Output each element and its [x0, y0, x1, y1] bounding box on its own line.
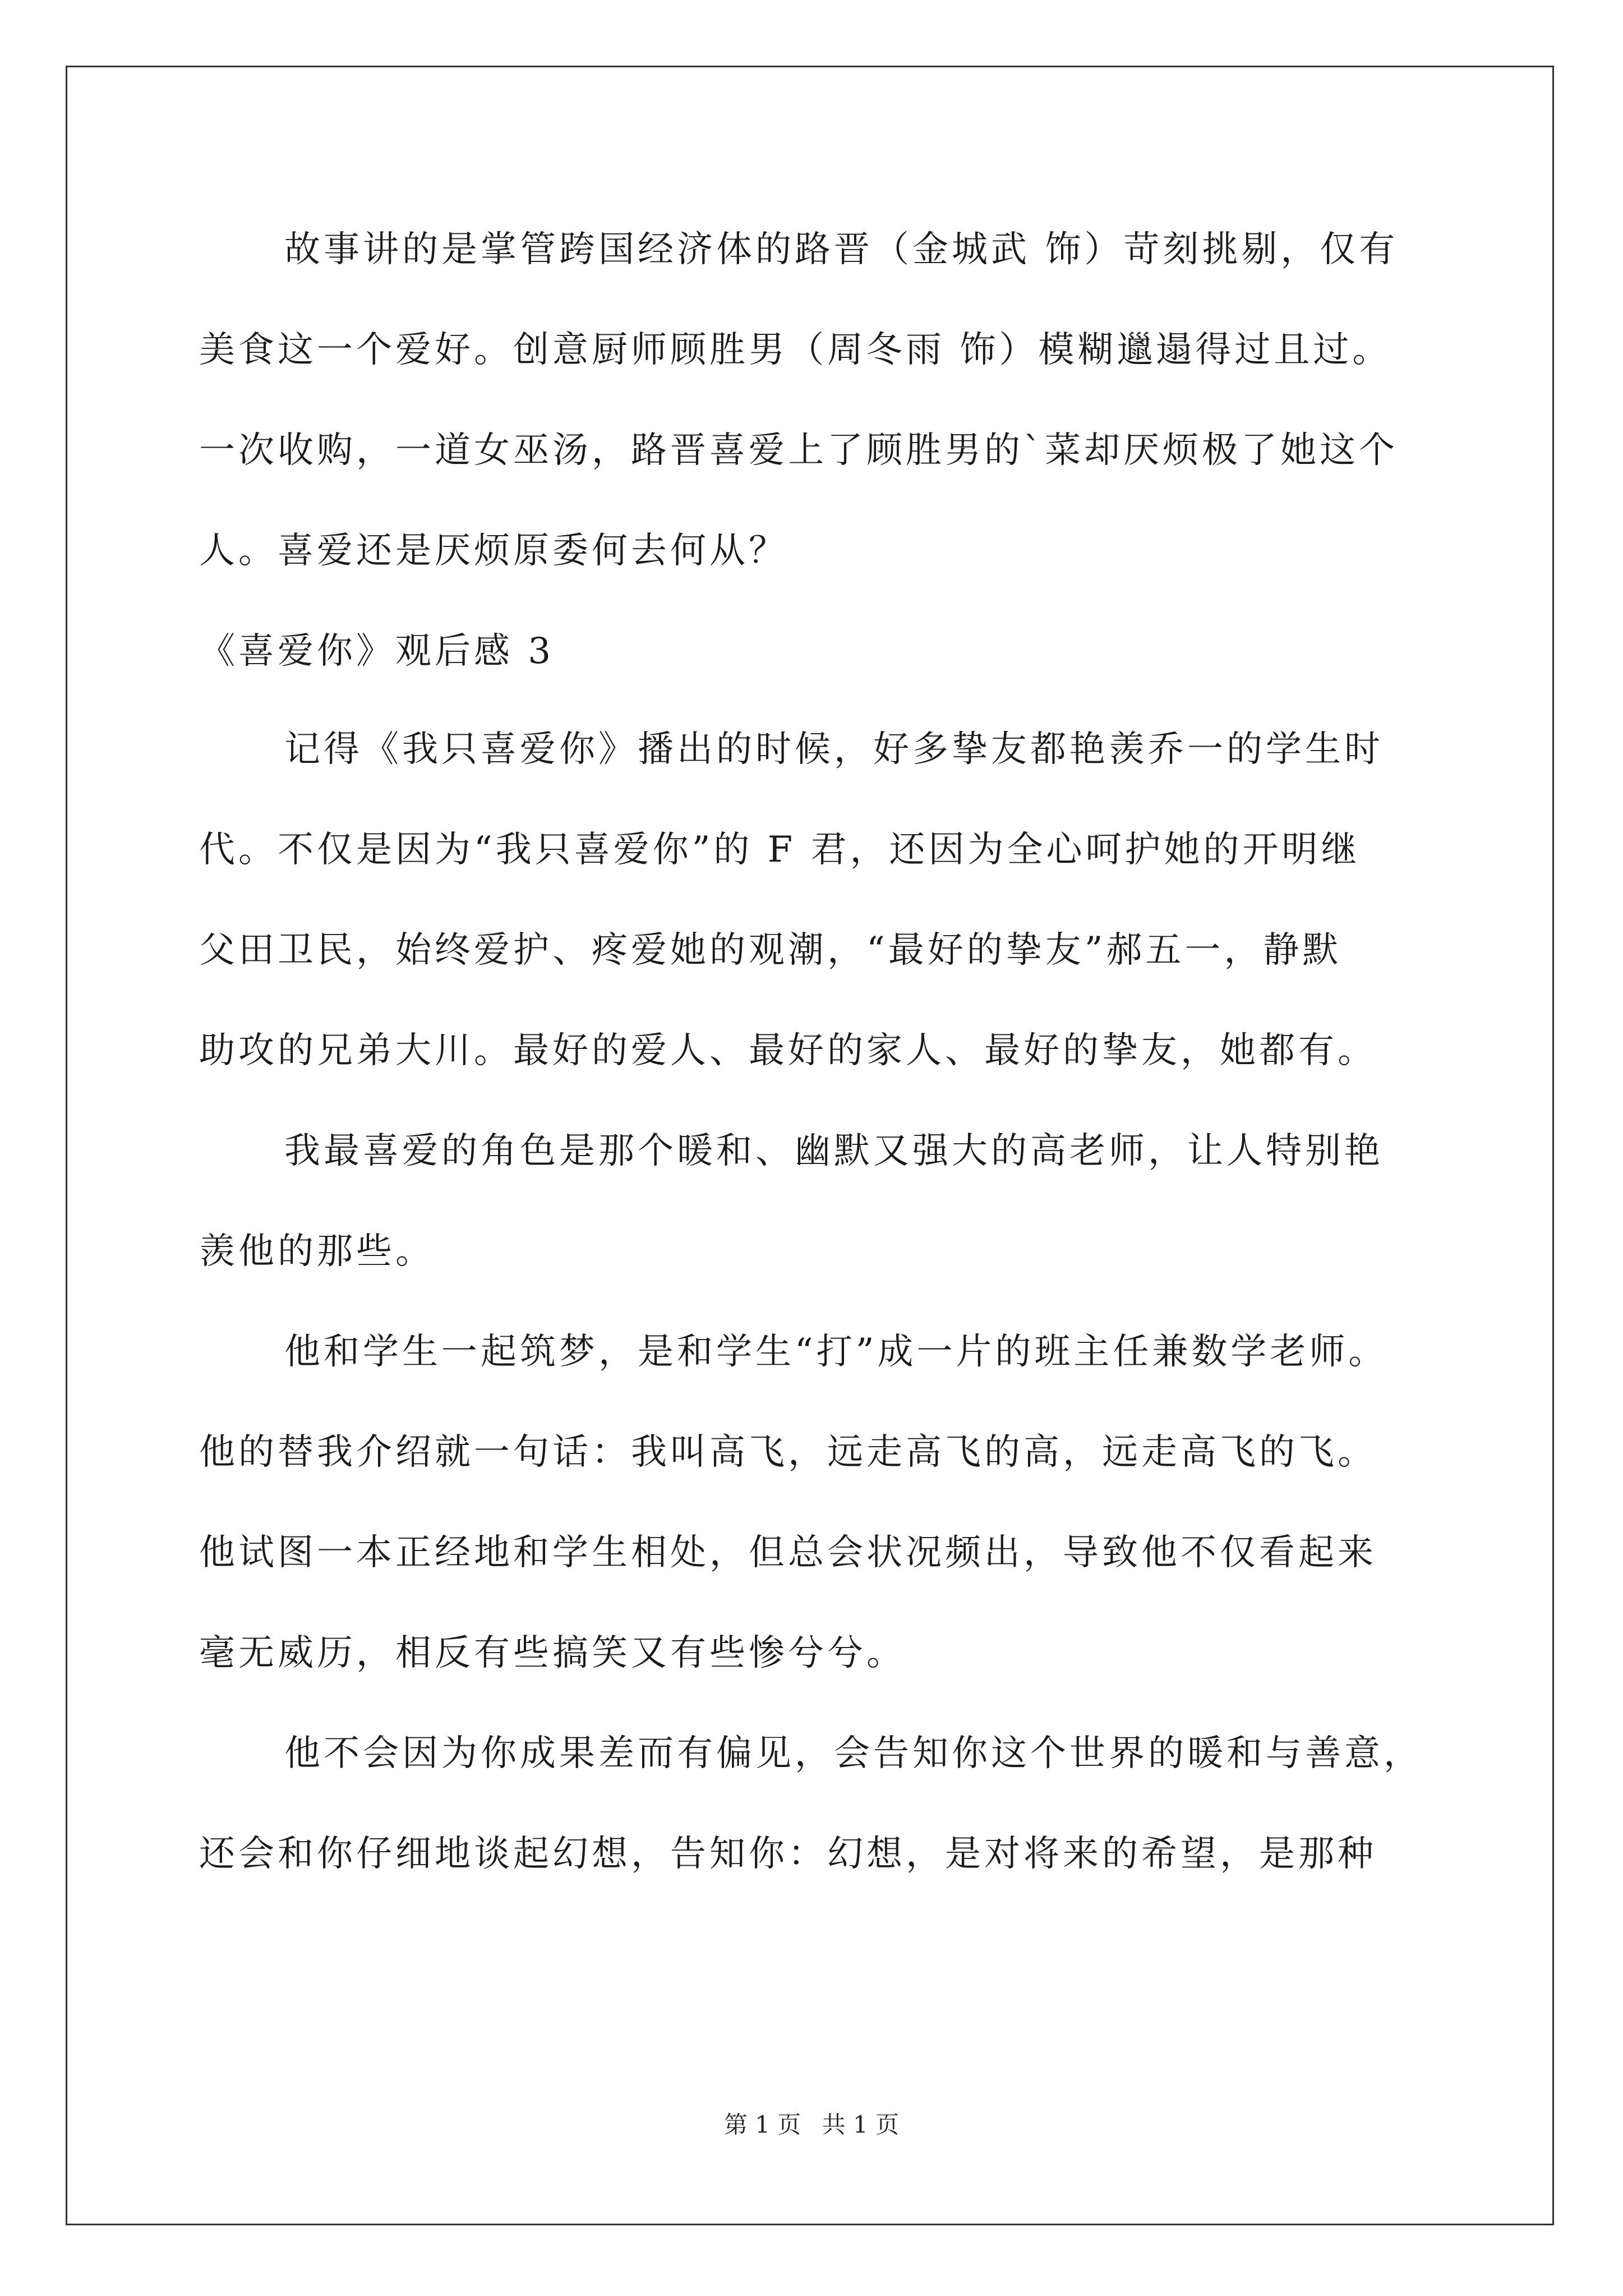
paragraph-line: 助攻的兄弟大川。最好的爱人、最好的家人、最好的挚友，她都有。	[199, 1030, 1377, 1071]
paragraph-line: 我最喜爱的角色是那个暖和、幽默又强大的高老师，让人特别艳	[284, 1130, 1384, 1172]
document-body	[199, 222, 1438, 1926]
paragraph-line: 一次收购，一道女巫汤，路晋喜爱上了顾胜男的`菜却厌烦极了她这个	[199, 430, 1398, 471]
page-total: 共 1 页	[822, 2111, 900, 2138]
paragraph-line: 毫无威历，相反有些搞笑又有些惨兮兮。	[199, 1632, 906, 1674]
paragraph-line: 他试图一本正经地和学生相处，但总会状况频出，导致他不仅看起来	[199, 1532, 1377, 1573]
paragraph-line: 羡他的那些。	[199, 1231, 435, 1272]
paragraph-line: 他的替我介绍就一句话：我叫高飞，远走高飞的高，远走高飞的飞。	[199, 1432, 1377, 1473]
section-heading: 《喜爱你》观后感 3	[199, 631, 555, 672]
paragraph-line: 故事讲的是掌管跨国经济体的路晋（金城武 饰）苛刻挑剔，仅有	[284, 229, 1399, 270]
paragraph-line: 父田卫民，始终爱护、疼爱她的观潮，“最好的挚友”郝五一，静默	[199, 930, 1342, 971]
paragraph-line: 他不会因为你成果差而有偏见，会告知你这个世界的暖和与善意，	[284, 1733, 1423, 1774]
paragraph-line: 记得《我只喜爱你》播出的时候，好多挚友都艳羡乔一的学生时	[284, 729, 1384, 770]
paragraph-line: 他和学生一起筑梦，是和学生“打”成一片的班主任兼数学老师。	[284, 1331, 1388, 1373]
paragraph-line: 美食这一个爱好。创意厨师顾胜男（周冬雨 饰）模糊邋遢得过且过。	[199, 329, 1392, 371]
paragraph-line: 人。喜爱还是厌烦原委何去何从？	[199, 530, 788, 572]
page-footer	[0, 2106, 1623, 2140]
paragraph-line: 还会和你仔细地谈起幻想，告知你：幻想，是对将来的希望，是那种	[199, 1833, 1377, 1875]
page-number: 第 1 页	[723, 2111, 801, 2138]
paragraph-line: 代。不仅是因为“我只喜爱你”的 F 君，还因为全心呵护她的开明继	[199, 829, 1361, 871]
